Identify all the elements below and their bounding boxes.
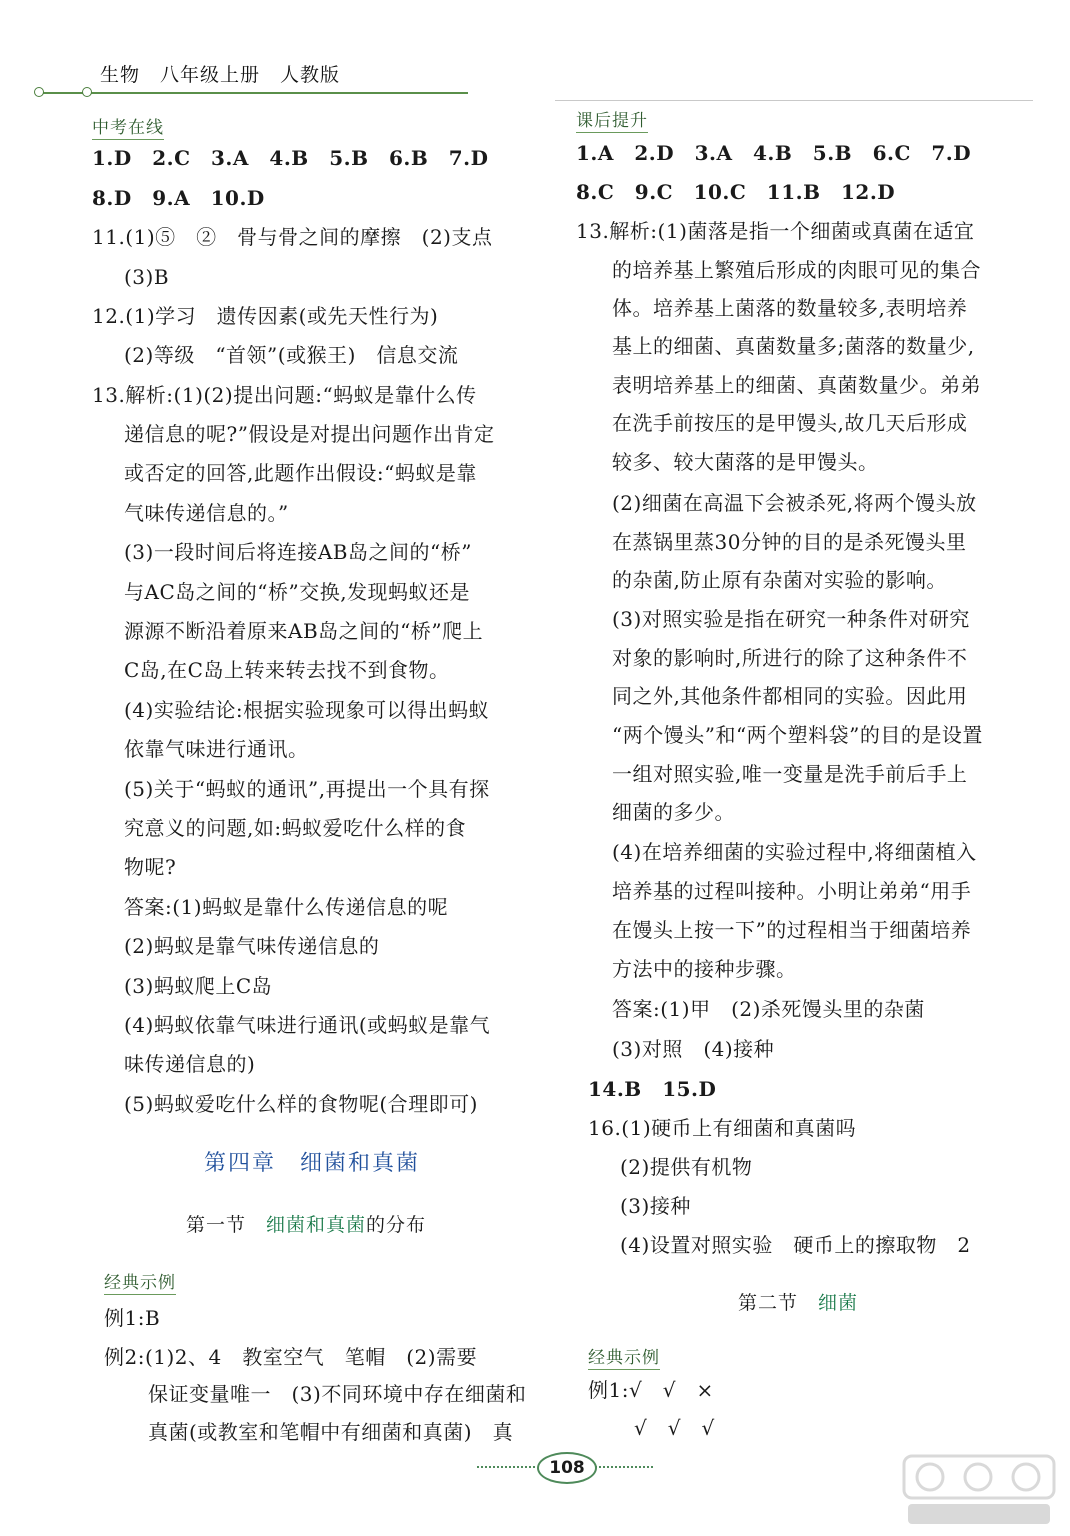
header-dot-right bbox=[82, 87, 92, 97]
answer-line: 味传递信息的) bbox=[124, 1052, 256, 1076]
answer-line: 答案:(1)甲 (2)杀死馒头里的杂菌 bbox=[612, 997, 925, 1021]
answer-line: (4)设置对照实验 硬币上的擦取物 2 bbox=[620, 1233, 971, 1257]
section-label-kehou: 课后提升 bbox=[576, 106, 648, 133]
answer-line: (4)在培养细菌的实验过程中,将细菌植入 bbox=[612, 840, 977, 864]
answer-line: (3)一段时间后将连接AB岛之间的“桥” bbox=[124, 540, 472, 564]
section-label-zhongkao: 中考在线 bbox=[92, 113, 164, 140]
answer-line: (2)等级 “首领”(或猴王) 信息交流 bbox=[124, 343, 459, 367]
page-number-dots-right bbox=[595, 1466, 653, 1468]
answer-line: (5)蚂蚁爱吃什么样的食物呢(合理即可) bbox=[124, 1092, 478, 1116]
answer-line: 16.(1)硬币上有细菌和真菌吗 bbox=[588, 1116, 857, 1140]
answer-line: 基上的细菌、真菌数量多;菌落的数量少, bbox=[612, 334, 975, 358]
section-title-prefix: 第二节 bbox=[738, 1292, 819, 1314]
section-title-1 bbox=[186, 1210, 426, 1237]
answer-line: 1.D 2.C 3.A 4.B 5.B 6.B 7.D bbox=[92, 146, 489, 170]
header-rule bbox=[38, 92, 468, 94]
chapter-title: 第四章 细菌和真菌 bbox=[204, 1151, 421, 1176]
answer-line: (4)实验结论:根据实验现象可以得出蚂蚁 bbox=[124, 698, 490, 722]
answer-line: 1.A 2.D 3.A 4.B 5.B 6.C 7.D bbox=[576, 141, 972, 165]
answer-line: 方法中的接种步骤。 bbox=[612, 957, 797, 981]
answer-line: (3)B bbox=[124, 265, 170, 289]
answer-line: 较多、较大菌落的是甲馒头。 bbox=[612, 450, 879, 474]
answer-line: 在蒸锅里蒸30分钟的目的是杀死馒头里 bbox=[612, 530, 967, 554]
page-number: 108 bbox=[537, 1452, 597, 1484]
answer-line: 一组对照实验,唯一变量是洗手前后手上 bbox=[612, 762, 968, 786]
section-title-prefix: 第一节 bbox=[186, 1214, 267, 1236]
answer-line: 同之外,其他条件都相同的实验。因此用 bbox=[612, 684, 968, 708]
header-dot-left bbox=[34, 87, 44, 97]
answer-line: 表明培养基上的细菌、真菌数量少。弟弟 bbox=[612, 373, 981, 397]
answer-line: 依靠气味进行通讯。 bbox=[124, 737, 309, 761]
answer-line: (3)对照实验是指在研究一种条件对研究 bbox=[612, 607, 970, 631]
answer-line: 源源不断沿着原来AB岛之间的“桥”爬上 bbox=[124, 619, 484, 643]
answer-line: (3)接种 bbox=[620, 1194, 691, 1218]
answer-line: 或否定的回答,此题作出假设:“蚂蚁是靠 bbox=[124, 461, 477, 485]
answer-line: 13.解析:(1)菌落是指一个细菌或真菌在适宜 bbox=[576, 219, 975, 243]
answer-line: 对象的影响时,所进行的除了这种条件不 bbox=[612, 646, 968, 670]
page-number-dots-left bbox=[477, 1466, 535, 1468]
answer-line: (3)对照 (4)接种 bbox=[612, 1037, 775, 1061]
answer-line: 的杂菌,防止原有杂菌对实验的影响。 bbox=[612, 568, 947, 592]
answer-line: 细菌的多少。 bbox=[612, 800, 735, 824]
answer-line: (2)细菌在高温下会被杀死,将两个馒头放 bbox=[612, 491, 977, 515]
section-label-example-right: 经典示例 bbox=[588, 1343, 660, 1370]
section-title-highlight: 细菌和真菌 bbox=[266, 1214, 367, 1236]
example-line: 例1:√ √ × bbox=[588, 1378, 714, 1402]
example-line: √ √ √ bbox=[634, 1416, 715, 1440]
answer-line: 在馒头上按一下”的过程相当于细菌培养 bbox=[612, 918, 972, 942]
header-title: 生物 八年级上册 人教版 bbox=[100, 64, 341, 86]
answer-line: (2)蚂蚁是靠气味传递信息的 bbox=[124, 934, 380, 958]
answer-line: 培养基的过程叫接种。小明让弟弟“用手 bbox=[612, 879, 972, 903]
right-column-top-rule bbox=[555, 100, 1033, 101]
answer-line: 气味传递信息的。” bbox=[124, 501, 289, 525]
answer-line: 14.B 15.D bbox=[588, 1077, 717, 1101]
section-title-2 bbox=[738, 1288, 858, 1315]
watermark-logo bbox=[900, 1450, 1060, 1530]
answer-line: (5)关于“蚂蚁的通讯”,再提出一个具有探 bbox=[124, 777, 490, 801]
answer-line: (4)蚂蚁依靠气味进行通讯(或蚂蚁是靠气 bbox=[124, 1013, 491, 1037]
answer-line: 递信息的呢?”假设是对提出问题作出肯定 bbox=[124, 422, 495, 446]
answer-line: 8.D 9.A 10.D bbox=[92, 186, 265, 210]
answer-line: 13.解析:(1)(2)提出问题:“蚂蚁是靠什么传 bbox=[92, 383, 477, 407]
answer-line: (3)蚂蚁爬上C岛 bbox=[124, 974, 273, 998]
answer-line: (2)提供有机物 bbox=[620, 1155, 753, 1179]
answer-line: 究意义的问题,如:蚂蚁爱吃什么样的食 bbox=[124, 816, 467, 840]
example-line: 例2:(1)2、4 教室空气 笔帽 (2)需要 bbox=[104, 1345, 478, 1369]
answer-line: 与AC岛之间的“桥”交换,发现蚂蚁还是 bbox=[124, 580, 471, 604]
example-line: 例1:B bbox=[104, 1306, 161, 1330]
answer-line: C岛,在C岛上转来转去找不到食物。 bbox=[124, 658, 450, 682]
answer-line: 体。培养基上菌落的数量较多,表明培养 bbox=[612, 296, 968, 320]
answer-line: 11.(1)⑤ ② 骨与骨之间的摩擦 (2)支点 bbox=[92, 225, 493, 249]
answer-line: 物呢? bbox=[124, 855, 177, 879]
answer-line: 答案:(1)蚂蚁是靠什么传递信息的呢 bbox=[124, 895, 449, 919]
answer-line: 12.(1)学习 遗传因素(或先天性行为) bbox=[92, 304, 439, 328]
section-title-highlight: 细菌 bbox=[818, 1292, 859, 1314]
answer-line: 在洗手前按压的是甲馒头,故几天后形成 bbox=[612, 411, 968, 435]
answer-line: 的培养基上繁殖后形成的肉眼可见的集合 bbox=[612, 258, 981, 282]
page-number-badge bbox=[477, 1452, 653, 1482]
answer-line: “两个馒头”和“两个塑料袋”的目的是设置 bbox=[612, 723, 983, 747]
example-line: 保证变量唯一 (3)不同环境中存在细菌和 bbox=[148, 1382, 527, 1406]
answer-line: 8.C 9.C 10.C 11.B 12.D bbox=[576, 180, 896, 204]
example-line: 真菌(或教室和笔帽中有细菌和真菌) 真 bbox=[148, 1420, 514, 1444]
section-label-example-left: 经典示例 bbox=[104, 1268, 176, 1295]
section-title-suffix: 的分布 bbox=[366, 1214, 427, 1236]
